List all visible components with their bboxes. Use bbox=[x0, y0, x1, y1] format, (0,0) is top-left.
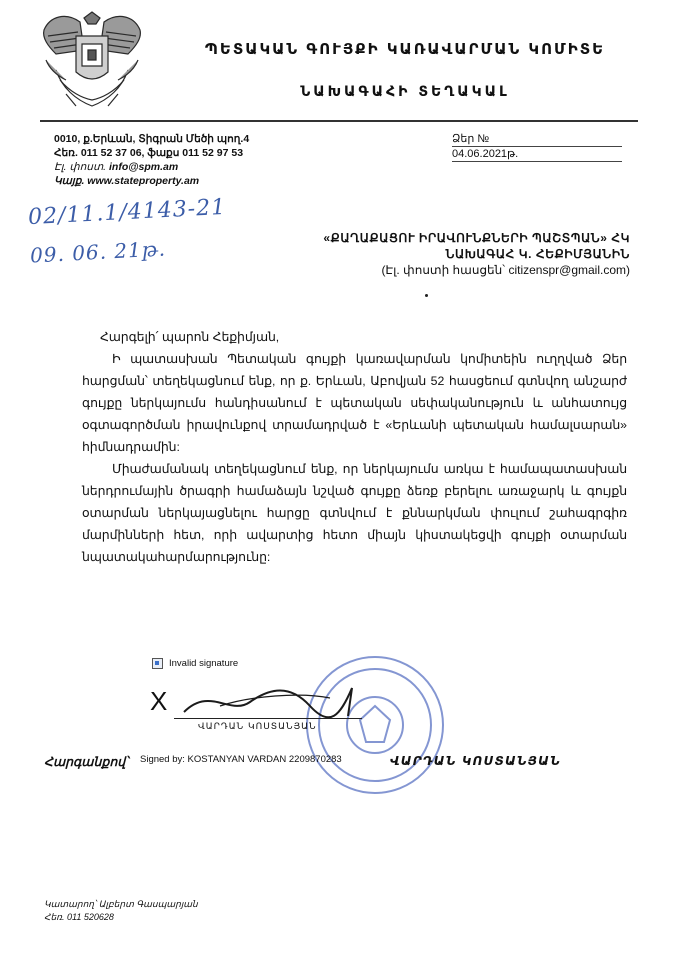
reference-number: Ձեր № bbox=[452, 132, 622, 147]
signature-area bbox=[140, 650, 560, 820]
recipient-name: ՆԱԽԱԳԱՀ Կ. ՀԵՔԻՄՅԱՆԻՆ bbox=[445, 247, 630, 261]
email-label: Էլ. փոստ. bbox=[54, 161, 107, 173]
body-paragraph-2: Միաժամանակ տեղեկացնում ենք, որ ներկայումս առկա է համապատասխան ներդրումային ծրագրի համաձայն նշված գույքը ձեռք բերելու առաջարկ և գույքն օտարման ներկայացնելու հարցը գտնվում է քննարկման փուլում շահագրգիռ մարմինների հետ, որի ավարտից հետո միայն կիստակեցվի գույքի օտարման նպատակահարմարությունը: bbox=[82, 462, 627, 564]
digital-signer-info: Signed by: KOSTANYAN VARDAN 2209870283 bbox=[140, 754, 342, 765]
organization-title: ՊԵՏԱԿԱՆ ԳՈՒՅՔԻ ԿԱՌԱՎԱՐՄԱՆ ԿՈՄԻՏԵ bbox=[204, 40, 606, 58]
email-link[interactable]: info@spm.am bbox=[109, 161, 179, 173]
signer-name: ՎԱՐԴԱՆ ԿՈՍՏԱՆՅԱՆ bbox=[390, 754, 561, 768]
executor-name: Կատարող՝ Ալբերտ Գասպարյան bbox=[44, 899, 198, 909]
recipient-block bbox=[270, 230, 630, 278]
reference-block bbox=[452, 132, 622, 162]
invalid-signature-notice[interactable] bbox=[152, 658, 238, 669]
signature-status-icon bbox=[152, 658, 163, 669]
closing-phrase: Հարգանքով՝ bbox=[44, 755, 129, 769]
header-divider bbox=[40, 120, 638, 122]
contact-block bbox=[54, 132, 249, 188]
phone-fax: Հեռ. 011 52 37 06, ֆաքս 011 52 97 53 bbox=[54, 147, 244, 159]
letter-body bbox=[82, 326, 627, 568]
invalid-signature-label: Invalid signature bbox=[169, 658, 239, 669]
handwritten-registration-number: 02/11.1/4143-21 bbox=[27, 194, 227, 231]
executor-phone: Հեռ. 011 520628 bbox=[44, 912, 114, 922]
decorative-dot bbox=[425, 294, 428, 297]
footer-executor bbox=[44, 898, 198, 924]
reference-date: 04.06.2021թ. bbox=[452, 147, 622, 162]
body-paragraph-1: Ի պատասխան Պետական գույքի կառավարման կոմիտեին ուղղված Ձեր հարցման՝ տեղեկացնում ենք, որ ք. Երևան, Աբովյան 52 հասցեում գտնվող անշարժ գույքը ներկայումս հանդիսանում է պետական սեփականություն և անհատույց օգտագործման իրավունքով տրամադրված է «Երևանի պետական համալսարան» հիմնադրամին: bbox=[82, 352, 627, 454]
handwritten-registration-date: 09. 06. 21թ. bbox=[29, 236, 167, 268]
coat-of-arms-icon bbox=[36, 10, 148, 112]
salutation: Հարգելի՛ պարոն Հեքիմյան, bbox=[100, 330, 280, 344]
email-row bbox=[54, 160, 249, 174]
recipient-email: (Էլ. փոստի հասցեն՝ citizenspr@gmail.com) bbox=[381, 263, 630, 277]
recipient-organization: «ՔԱՂԱՔԱՑՈՒ ԻՐԱՎՈՒՆՔՆԵՐԻ ՊԱՇՏՊԱՆ» ՀԿ bbox=[323, 231, 630, 245]
address: 0010, ք.Երևան, Տիգրան Մեծի պող.4 bbox=[54, 133, 250, 145]
signature-line bbox=[174, 718, 362, 719]
signature-printed-name: ՎԱՐԴԱՆ ԿՈՍՏԱՆՅԱՆ bbox=[198, 722, 317, 732]
website-link[interactable]: Կայք. www.stateproperty.am bbox=[54, 175, 200, 187]
handwritten-signature bbox=[180, 676, 370, 720]
organization-subtitle: ՆԱԽԱԳԱՀԻ ՏԵՂԱԿԱԼ bbox=[300, 84, 510, 100]
signature-x-mark: X bbox=[150, 686, 168, 716]
official-stamp-icon bbox=[300, 650, 450, 800]
